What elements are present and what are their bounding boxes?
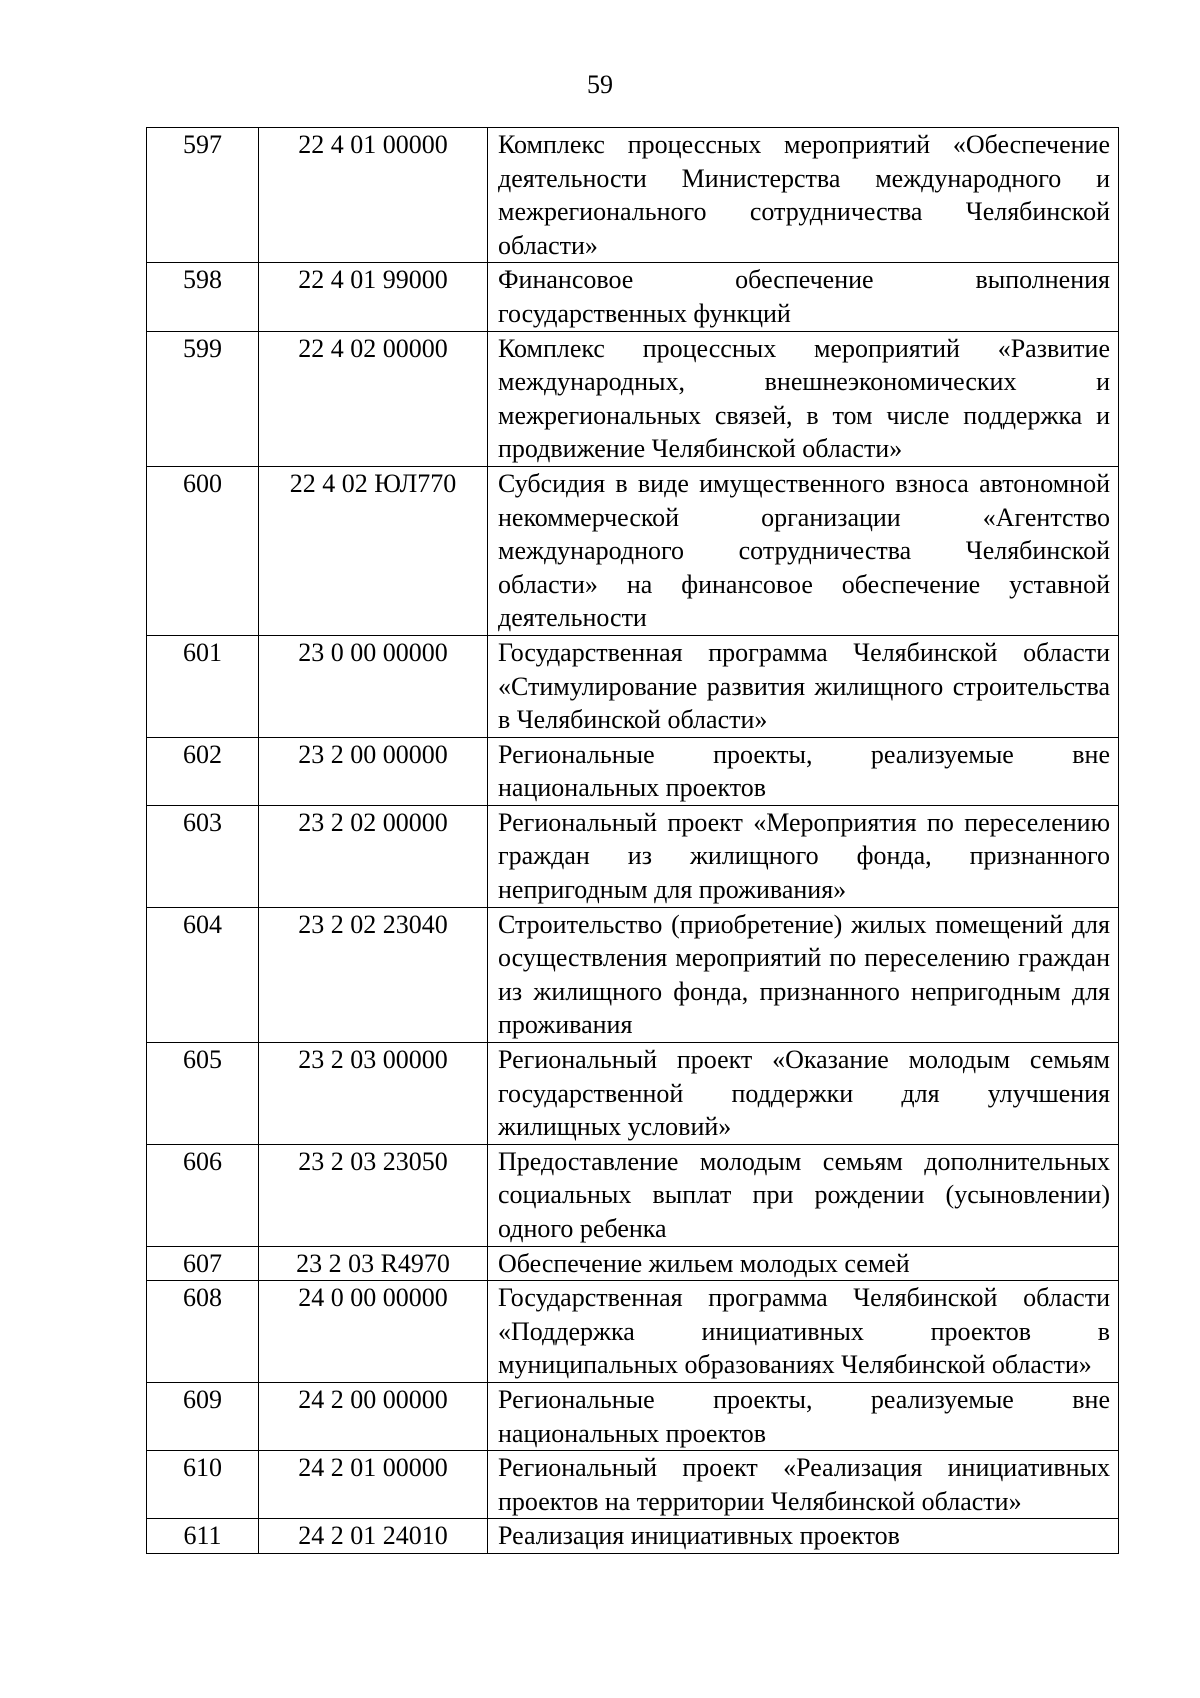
row-number-cell: 604 [147, 907, 259, 1042]
target-code-cell: 24 0 00 00000 [259, 1281, 488, 1383]
table-row [147, 263, 1119, 331]
table-row [147, 1144, 1119, 1246]
table-row [147, 331, 1119, 466]
row-number-cell: 606 [147, 1144, 259, 1246]
row-number-cell: 608 [147, 1281, 259, 1383]
target-code-cell: 22 4 01 00000 [259, 128, 488, 263]
table-row [147, 805, 1119, 907]
table-row [147, 466, 1119, 635]
table-row [147, 1281, 1119, 1383]
table-row [147, 1519, 1119, 1554]
budget-classification-table [146, 127, 1119, 1554]
item-name-cell: Предоставление молодым семьям дополнительных социальных выплат при рождении (усыновлении) одного ребенка [488, 1144, 1119, 1246]
table-row [147, 1451, 1119, 1519]
target-code-cell: 23 2 02 00000 [259, 805, 488, 907]
row-number-cell: 603 [147, 805, 259, 907]
item-name-cell: Государственная программа Челябинской области «Стимулирование развития жилищного строительства в Челябинской области» [488, 635, 1119, 737]
item-name-cell: Реализация инициативных проектов [488, 1519, 1119, 1554]
item-name-cell: Региональные проекты, реализуемые вне национальных проектов [488, 737, 1119, 805]
row-number-cell: 611 [147, 1519, 259, 1554]
table-row [147, 1246, 1119, 1281]
target-code-cell: 22 4 01 99000 [259, 263, 488, 331]
item-name-cell: Региональные проекты, реализуемые вне национальных проектов [488, 1382, 1119, 1450]
row-number-cell: 609 [147, 1382, 259, 1450]
table-row [147, 1382, 1119, 1450]
item-name-cell: Государственная программа Челябинской области «Поддержка инициативных проектов в муниципальных образованиях Челябинской области» [488, 1281, 1119, 1383]
item-name-cell: Региональный проект «Оказание молодым семьям государственной поддержки для улучшения жилищных условий» [488, 1043, 1119, 1145]
item-name-cell: Строительство (приобретение) жилых помещений для осуществления мероприятий по переселению граждан из жилищного фонда, признанного непригодным для проживания [488, 907, 1119, 1042]
row-number-cell: 597 [147, 128, 259, 263]
row-number-cell: 605 [147, 1043, 259, 1145]
row-number-cell: 610 [147, 1451, 259, 1519]
row-number-cell: 607 [147, 1246, 259, 1281]
row-number-cell: 601 [147, 635, 259, 737]
page-number: 59 [587, 70, 613, 99]
row-number-cell: 602 [147, 737, 259, 805]
target-code-cell: 23 2 03 00000 [259, 1043, 488, 1145]
item-name-cell: Региональный проект «Реализация инициативных проектов на территории Челябинской области» [488, 1451, 1119, 1519]
table-row [147, 635, 1119, 737]
target-code-cell: 22 4 02 ЮЛ770 [259, 466, 488, 635]
target-code-cell: 24 2 01 00000 [259, 1451, 488, 1519]
row-number-cell: 599 [147, 331, 259, 466]
item-name-cell: Региональный проект «Мероприятия по переселению граждан из жилищного фонда, признанного непригодным для проживания» [488, 805, 1119, 907]
target-code-cell: 23 2 03 23050 [259, 1144, 488, 1246]
target-code-cell: 23 2 03 R4970 [259, 1246, 488, 1281]
item-name-cell: Обеспечение жильем молодых семей [488, 1246, 1119, 1281]
target-code-cell: 24 2 01 24010 [259, 1519, 488, 1554]
item-name-cell: Комплекс процессных мероприятий «Развитие международных, внешнеэкономических и межрегиональных связей, в том числе поддержка и продвижение Челябинской области» [488, 331, 1119, 466]
target-code-cell: 23 2 00 00000 [259, 737, 488, 805]
table-row [147, 128, 1119, 263]
row-number-cell: 598 [147, 263, 259, 331]
table-row [147, 907, 1119, 1042]
table-row [147, 737, 1119, 805]
target-code-cell: 22 4 02 00000 [259, 331, 488, 466]
target-code-cell: 23 0 00 00000 [259, 635, 488, 737]
target-code-cell: 24 2 00 00000 [259, 1382, 488, 1450]
target-code-cell: 23 2 02 23040 [259, 907, 488, 1042]
row-number-cell: 600 [147, 466, 259, 635]
item-name-cell: Комплекс процессных мероприятий «Обеспечение деятельности Министерства международного и межрегионального сотрудничества Челябинской области» [488, 128, 1119, 263]
table-row [147, 1043, 1119, 1145]
item-name-cell: Финансовое обеспечение выполнения государственных функций [488, 263, 1119, 331]
item-name-cell: Субсидия в виде имущественного взноса автономной некоммерческой организации «Агентство международного сотрудничества Челябинской области» на финансовое обеспечение уставной деятельности [488, 466, 1119, 635]
